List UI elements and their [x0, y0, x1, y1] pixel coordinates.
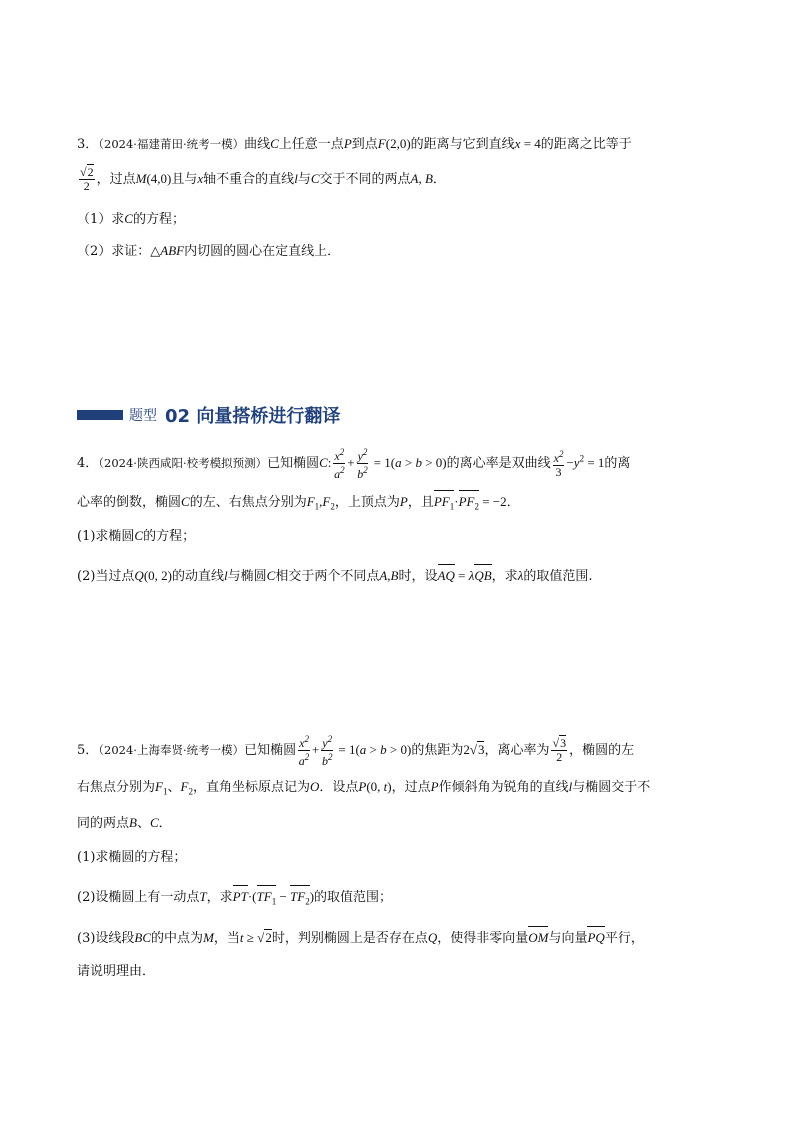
p5-q2: (2)设椭圆上有一动点T，求$PT\cdot(TF_1 - TF_2)$的取值范围； — [77, 884, 392, 912]
text: ，椭圆的左 — [569, 743, 635, 758]
p5-q3-cont — [77, 962, 155, 982]
math: F — [155, 779, 163, 794]
vector-tf1: $TF_1$ — [257, 884, 277, 912]
text: 的距离与它到直线 — [410, 137, 515, 152]
text: 相交于两个不同点 — [275, 569, 380, 584]
vector-pq: PQ — [587, 925, 604, 948]
text: 的取值范围. — [523, 569, 593, 584]
math: C — [134, 528, 144, 543]
text: 的焦距为 — [411, 743, 464, 758]
math: M — [135, 171, 147, 186]
text: 心率的倒数，椭圆 — [77, 495, 182, 510]
text: ，使得非零向量 — [437, 931, 529, 946]
math: △ — [150, 243, 161, 258]
text: ，且 — [407, 495, 434, 510]
p4-q1 — [77, 526, 195, 547]
text: ．设点 — [319, 780, 359, 795]
problem-number: 5． — [77, 743, 99, 758]
math: P — [343, 136, 352, 151]
fraction-sqrt2-over-2: $\frac{√2}{2}$ — [80, 165, 94, 193]
vector-pf1: $PF_1$ — [434, 489, 454, 517]
p5-line2: 右焦点分别为$F_1$、$F_2$，直角坐标原点记为O．设点P(0, t)，过点P作倾斜角为锐角的直线l与椭圆交于不 — [77, 779, 651, 797]
math: P — [399, 494, 408, 509]
text: 与向量 — [548, 931, 588, 946]
math: ABF — [160, 243, 185, 258]
problem-source: （2024·陕西咸阳·校考模拟预测） — [98, 456, 268, 470]
fraction: $\frac{x^2}{a^2}$ — [298, 734, 310, 768]
text: (3)设线段 — [77, 931, 135, 946]
text: (2)设椭圆上有一动点 — [77, 890, 200, 905]
math: F — [377, 136, 386, 151]
math: F — [306, 494, 315, 509]
text: 已知椭圆 — [244, 743, 297, 758]
fraction: $\frac{y^2}{b^2}$ — [357, 447, 368, 481]
vector-pt: PT — [233, 884, 248, 907]
text: 平行， — [604, 931, 644, 946]
text: ，求 — [491, 569, 518, 584]
text: 的离 — [604, 456, 631, 471]
vector-om: OM — [528, 925, 548, 948]
math: x — [197, 171, 204, 186]
vector-qb: QB — [474, 563, 491, 586]
fraction: $\frac{y^2}{b^2}$ — [321, 734, 333, 768]
math: Q — [134, 568, 144, 583]
text: 内切圆的圆心在定直线上． — [184, 244, 341, 259]
text: ，当 — [213, 931, 240, 946]
problem-source: （2024·福建莆田·统考一模） — [98, 137, 245, 151]
text: ，离心率为 — [484, 743, 550, 758]
section-header — [77, 402, 340, 428]
vector-pf2: $PF_2$ — [459, 489, 479, 517]
math: = 4 — [520, 136, 541, 151]
text: 、 — [136, 816, 150, 831]
text: ，过点 — [96, 172, 136, 187]
text: ． — [506, 495, 520, 510]
problem-number: 3． — [77, 137, 99, 152]
p3-line1 — [77, 134, 632, 155]
vector-aq: AQ — [438, 563, 455, 586]
math: B — [424, 171, 433, 186]
text: 的方程； — [132, 212, 185, 227]
text: （1）求 — [77, 212, 125, 227]
section-bar — [77, 410, 123, 420]
text: ，上顶点为 — [334, 495, 400, 510]
math: C — [310, 171, 320, 186]
text: 的左、右焦点分别为 — [189, 495, 307, 510]
section-title: 02 向量搭桥进行翻译 — [165, 406, 341, 427]
vector-tf2: $TF_2$ — [290, 884, 310, 912]
problem-source: （2024·上海奉贤·统考一模） — [98, 743, 245, 757]
math: C — [270, 136, 279, 151]
text: 的方程； — [143, 529, 196, 544]
text: 曲线 — [244, 137, 271, 152]
text: 与椭圆交于不 — [572, 780, 651, 795]
text: ． — [158, 816, 172, 831]
text: 的中点为 — [151, 931, 204, 946]
math: C — [181, 494, 190, 509]
text: 的离心率是双曲线 — [446, 456, 551, 471]
text: 且与 — [171, 172, 198, 187]
p4-q2: (2)当过点Q(0, 2)的动直线l与椭圆C相交于两个不同点A,B时，设AQ = λQB，求λ的取值范围. — [77, 563, 592, 587]
math: x — [514, 136, 521, 151]
text: ，求 — [206, 890, 233, 905]
text: ，过点 — [391, 780, 431, 795]
p5-q1 — [77, 848, 186, 868]
fraction: $\frac{x^2}{3}$ — [553, 449, 564, 479]
fraction-sqrt3-over-2: $\frac{√3}{2}$ — [552, 736, 567, 764]
p5-line3: 同的两点B、C． — [77, 815, 172, 831]
p3-q2 — [77, 241, 340, 262]
p5-q3: (3)设线段BC的中点为M，当t ≥ √2时，判别椭圆上是否存在点Q，使得非零向量OM与向量PQ平行， — [77, 925, 644, 949]
problem-number: 4． — [77, 456, 99, 471]
text: 已知椭圆 — [267, 456, 320, 471]
math: (4,0) — [146, 171, 172, 186]
section-label: 题型 — [129, 408, 157, 424]
text: 作倾斜角为锐角的直线 — [438, 780, 569, 795]
text: (2)当过点 — [77, 569, 135, 584]
text: 到点 — [351, 137, 378, 152]
p3-q1 — [77, 209, 185, 230]
fraction: $\frac{x^2}{a^2}$ — [334, 447, 345, 481]
text: 的距离之比等于 — [540, 137, 632, 152]
text: (1)求椭圆 — [77, 529, 135, 544]
p5-line1: 5．（2024·上海奉贤·统考一模）已知椭圆 $\frac{x^2}{a^2}$ + $\frac{y^2}{b^2}$ = 1(a > b > 0)的焦距为2√3，离心率为 $\frac{√3}{2}$ ，椭圆的左 — [77, 734, 635, 768]
math: l — [294, 171, 298, 186]
math: (2,0) — [385, 136, 411, 151]
text: 时，设 — [398, 569, 438, 584]
text: 的动直线 — [171, 569, 224, 584]
p4-line1: 4．（2024·陕西咸阳·校考模拟预测）已知椭圆C: $\frac{x^2}{a^2}$ + $\frac{y^2}{b^2}$ = 1(a > b > 0)的离心率是双曲线 $\frac{x^2}{3}$ $-y^2 = 1$的离 — [77, 447, 631, 481]
text: 右焦点分别为 — [77, 780, 156, 795]
text: ． — [432, 172, 446, 187]
text: (1)求椭圆的方程； — [77, 850, 187, 865]
text: 轴不重合的直线 — [203, 172, 295, 187]
math: C — [319, 455, 328, 470]
text: 的取值范围； — [314, 890, 393, 905]
text: 与 — [297, 172, 311, 187]
text: 请说明理由． — [77, 964, 156, 979]
p3-line2: $\frac{√2}{2}$ ，过点M(4,0)且与x轴不重合的直线l与C交于不同的两点A, B． — [80, 165, 446, 193]
text: 同的两点 — [77, 816, 130, 831]
text: 时，判别椭圆上是否存在点 — [271, 931, 428, 946]
text: 上任意一点 — [278, 137, 344, 152]
text: （2）求证： — [77, 244, 151, 259]
math: C — [124, 211, 133, 226]
text: 、 — [167, 780, 181, 795]
text: 交于不同的两点 — [319, 172, 411, 187]
text: ，直角坐标原点记为 — [192, 780, 310, 795]
math: A — [410, 171, 419, 186]
text: 与椭圆 — [227, 569, 267, 584]
p4-line2: 心率的倒数，椭圆C的左、右焦点分别为$F_1,F_2$，上顶点为P，且$PF_1\cdot PF_2 = -2$． — [77, 489, 520, 517]
